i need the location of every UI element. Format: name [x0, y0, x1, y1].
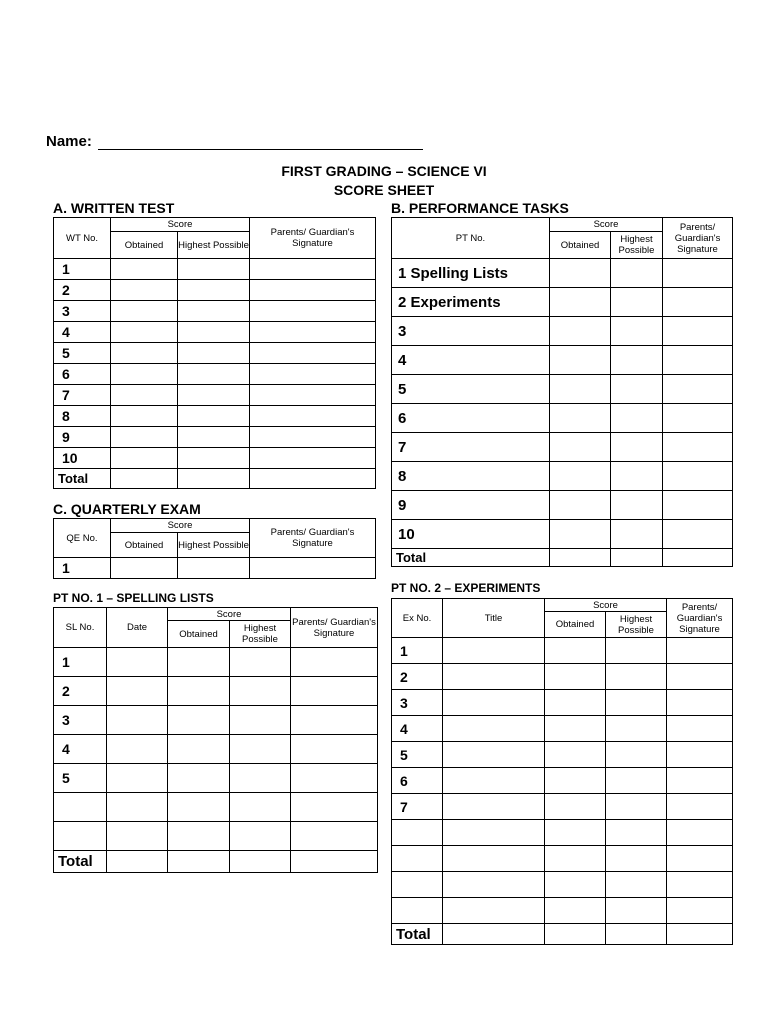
table-row	[54, 259, 376, 280]
entry-cell[interactable]	[178, 259, 250, 280]
col-header-highest: Highest Possible	[230, 621, 291, 648]
table-row	[392, 346, 733, 375]
entry-cell[interactable]	[168, 648, 230, 677]
entry-cell[interactable]	[250, 558, 376, 579]
row-label: 7	[392, 433, 550, 462]
row-label: 2 Experiments	[392, 288, 550, 317]
entry-cell[interactable]	[667, 846, 733, 872]
table-row	[54, 301, 376, 322]
col-header-score: Score	[111, 218, 250, 232]
entry-cell[interactable]	[111, 558, 178, 579]
entry-cell[interactable]	[663, 433, 733, 462]
total-label: Total	[54, 469, 111, 489]
row-label	[392, 846, 443, 872]
entry-cell[interactable]	[250, 343, 376, 364]
entry-cell[interactable]	[107, 793, 168, 822]
col-header-no: PT No.	[392, 218, 550, 259]
table-row	[54, 735, 378, 764]
row-label: 2	[54, 280, 111, 301]
entry-cell[interactable]	[611, 259, 663, 288]
table-row	[392, 288, 733, 317]
total-cell[interactable]	[606, 924, 667, 945]
entry-cell[interactable]	[611, 404, 663, 433]
entry-cell[interactable]	[111, 259, 178, 280]
entry-cell[interactable]	[545, 716, 606, 742]
entry-cell[interactable]	[550, 259, 611, 288]
entry-cell[interactable]	[111, 364, 178, 385]
entry-cell[interactable]	[178, 301, 250, 322]
entry-cell[interactable]	[230, 735, 291, 764]
entry-cell[interactable]	[230, 706, 291, 735]
row-label: 7	[54, 385, 111, 406]
col-header-no: SL No.	[54, 608, 107, 648]
entry-cell[interactable]	[178, 280, 250, 301]
table-row	[392, 768, 733, 794]
spelling-lists-heading: PT NO. 1 – SPELLING LISTS	[53, 591, 214, 605]
table-row	[54, 648, 378, 677]
table-row	[54, 406, 376, 427]
entry-cell[interactable]	[667, 898, 733, 924]
entry-cell[interactable]	[611, 462, 663, 491]
entry-cell[interactable]	[168, 677, 230, 706]
entry-cell[interactable]	[545, 898, 606, 924]
row-label: 1 Spelling Lists	[392, 259, 550, 288]
total-cell[interactable]	[178, 469, 250, 489]
experiments-table	[391, 598, 733, 945]
entry-cell[interactable]	[611, 491, 663, 520]
performance-tasks-body	[392, 259, 733, 549]
entry-cell[interactable]	[230, 764, 291, 793]
entry-cell[interactable]	[667, 872, 733, 898]
entry-cell[interactable]	[443, 638, 545, 664]
entry-cell[interactable]	[663, 288, 733, 317]
entry-cell[interactable]	[111, 406, 178, 427]
table-row	[54, 427, 376, 448]
entry-cell[interactable]	[667, 794, 733, 820]
entry-cell[interactable]	[606, 820, 667, 846]
table-row	[392, 690, 733, 716]
total-cell[interactable]	[611, 549, 663, 567]
entry-cell[interactable]	[443, 846, 545, 872]
entry-cell[interactable]	[550, 317, 611, 346]
row-label: 6	[392, 404, 550, 433]
quarterly-exam-heading: C. QUARTERLY EXAM	[53, 501, 201, 517]
entry-cell[interactable]	[550, 462, 611, 491]
total-cell[interactable]	[230, 851, 291, 873]
entry-cell[interactable]	[611, 317, 663, 346]
table-row	[54, 822, 378, 851]
entry-cell[interactable]	[178, 558, 250, 579]
entry-cell[interactable]	[168, 793, 230, 822]
entry-cell[interactable]	[606, 898, 667, 924]
row-label: 3	[54, 301, 111, 322]
row-label: 4	[392, 716, 443, 742]
row-label: 2	[54, 677, 107, 706]
row-label: 8	[54, 406, 111, 427]
row-label: 5	[54, 343, 111, 364]
entry-cell[interactable]	[111, 322, 178, 343]
total-cell[interactable]	[107, 851, 168, 873]
entry-cell[interactable]	[545, 846, 606, 872]
row-label: 1	[54, 648, 107, 677]
row-label: 6	[54, 364, 111, 385]
row-label: 9	[392, 491, 550, 520]
entry-cell[interactable]	[291, 706, 378, 735]
col-header-signature: Parents/ Guardian's Signature	[663, 218, 733, 259]
entry-cell[interactable]	[230, 793, 291, 822]
table-row	[392, 433, 733, 462]
entry-cell[interactable]	[111, 427, 178, 448]
table-row	[392, 898, 733, 924]
table-row	[392, 520, 733, 549]
table-row	[392, 872, 733, 898]
total-cell[interactable]	[111, 469, 178, 489]
name-label: Name:	[46, 133, 92, 150]
table-row	[392, 491, 733, 520]
col-header-highest: Highest Possible	[611, 232, 663, 259]
entry-cell[interactable]	[663, 259, 733, 288]
entry-cell[interactable]	[443, 820, 545, 846]
entry-cell[interactable]	[250, 448, 376, 469]
col-header-signature: Parents/ Guardian's Signature	[250, 519, 376, 558]
table-row	[54, 558, 376, 579]
entry-cell[interactable]	[291, 677, 378, 706]
entry-cell[interactable]	[178, 343, 250, 364]
entry-cell[interactable]	[107, 735, 168, 764]
table-row	[54, 343, 376, 364]
entry-cell[interactable]	[178, 427, 250, 448]
entry-cell[interactable]	[178, 406, 250, 427]
entry-cell[interactable]	[178, 385, 250, 406]
table-row	[54, 677, 378, 706]
col-header-obtained: Obtained	[111, 232, 178, 259]
entry-cell[interactable]	[550, 288, 611, 317]
table-row	[392, 638, 733, 664]
entry-cell[interactable]	[168, 735, 230, 764]
col-header-no: WT No.	[54, 218, 111, 259]
row-label: 6	[392, 768, 443, 794]
entry-cell[interactable]	[545, 872, 606, 898]
table-row	[392, 664, 733, 690]
entry-cell[interactable]	[250, 322, 376, 343]
entry-cell[interactable]	[443, 716, 545, 742]
col-header-title: Title	[443, 599, 545, 638]
page-title: FIRST GRADING – SCIENCE VI	[281, 163, 487, 179]
table-row	[54, 322, 376, 343]
entry-cell[interactable]	[111, 448, 178, 469]
entry-cell[interactable]	[663, 462, 733, 491]
entry-cell[interactable]	[667, 716, 733, 742]
row-label: 9	[54, 427, 111, 448]
entry-cell[interactable]	[291, 648, 378, 677]
performance-tasks-table	[391, 217, 733, 567]
row-label	[392, 872, 443, 898]
entry-cell[interactable]	[667, 768, 733, 794]
total-cell[interactable]	[250, 469, 376, 489]
entry-cell[interactable]	[667, 742, 733, 768]
entry-cell[interactable]	[250, 280, 376, 301]
entry-cell[interactable]	[178, 448, 250, 469]
entry-cell[interactable]	[606, 768, 667, 794]
entry-cell[interactable]	[291, 764, 378, 793]
col-header-signature: Parents/ Guardian's Signature	[291, 608, 378, 648]
row-label: 3	[392, 690, 443, 716]
col-header-signature: Parents/ Guardian's Signature	[667, 599, 733, 638]
entry-cell[interactable]	[606, 846, 667, 872]
entry-cell[interactable]	[443, 690, 545, 716]
entry-cell[interactable]	[107, 706, 168, 735]
entry-cell[interactable]	[107, 764, 168, 793]
col-header-score: Score	[550, 218, 663, 232]
total-cell[interactable]	[291, 851, 378, 873]
row-label: 5	[392, 375, 550, 404]
entry-cell[interactable]	[545, 768, 606, 794]
entry-cell[interactable]	[111, 301, 178, 322]
col-header-highest: Highest Possible	[606, 612, 667, 638]
entry-cell[interactable]	[443, 664, 545, 690]
experiments-body	[392, 638, 733, 924]
row-label: 2	[392, 664, 443, 690]
col-header-score: Score	[111, 519, 250, 533]
name-field[interactable]	[98, 135, 423, 150]
entry-cell[interactable]	[291, 793, 378, 822]
col-header-highest: Highest Possible	[178, 232, 250, 259]
col-header-signature: Parents/ Guardian's Signature	[250, 218, 376, 259]
entry-cell[interactable]	[545, 664, 606, 690]
entry-cell[interactable]	[107, 822, 168, 851]
table-row	[54, 364, 376, 385]
row-label: 10	[54, 448, 111, 469]
row-label: 4	[54, 322, 111, 343]
entry-cell[interactable]	[178, 364, 250, 385]
entry-cell[interactable]	[667, 690, 733, 716]
entry-cell[interactable]	[250, 259, 376, 280]
entry-cell[interactable]	[606, 716, 667, 742]
total-cell[interactable]	[545, 924, 606, 945]
entry-cell[interactable]	[168, 706, 230, 735]
written-test-heading: A. WRITTEN TEST	[53, 200, 175, 216]
entry-cell[interactable]	[545, 690, 606, 716]
entry-cell[interactable]	[250, 301, 376, 322]
row-label: 1	[54, 259, 111, 280]
table-row	[392, 404, 733, 433]
total-label: Total	[392, 549, 550, 567]
row-label: 4	[392, 346, 550, 375]
entry-cell[interactable]	[606, 664, 667, 690]
spelling-lists-body	[54, 648, 378, 851]
row-label	[392, 898, 443, 924]
entry-cell[interactable]	[250, 406, 376, 427]
entry-cell[interactable]	[606, 872, 667, 898]
col-header-obtained: Obtained	[545, 612, 606, 638]
entry-cell[interactable]	[443, 742, 545, 768]
entry-cell[interactable]	[443, 872, 545, 898]
table-row	[54, 793, 378, 822]
performance-tasks-heading: B. PERFORMANCE TASKS	[391, 200, 569, 216]
entry-cell[interactable]	[663, 317, 733, 346]
entry-cell[interactable]	[663, 404, 733, 433]
table-row	[54, 764, 378, 793]
table-row	[392, 846, 733, 872]
entry-cell[interactable]	[667, 664, 733, 690]
entry-cell[interactable]	[611, 346, 663, 375]
table-row	[392, 317, 733, 346]
entry-cell[interactable]	[606, 794, 667, 820]
table-row	[392, 375, 733, 404]
col-header-highest: Highest Possible	[178, 533, 250, 558]
entry-cell[interactable]	[611, 433, 663, 462]
page-subtitle: SCORE SHEET	[333, 182, 435, 198]
entry-cell[interactable]	[545, 742, 606, 768]
entry-cell[interactable]	[545, 794, 606, 820]
row-label	[54, 793, 107, 822]
col-header-no: QE No.	[54, 519, 111, 558]
row-label: 10	[392, 520, 550, 549]
col-header-no: Ex No.	[392, 599, 443, 638]
total-cell[interactable]	[667, 924, 733, 945]
entry-cell[interactable]	[611, 288, 663, 317]
col-header-obtained: Obtained	[550, 232, 611, 259]
entry-cell[interactable]	[550, 491, 611, 520]
col-header-score: Score	[545, 599, 667, 612]
row-label: 5	[392, 742, 443, 768]
entry-cell[interactable]	[550, 375, 611, 404]
row-label: 1	[392, 638, 443, 664]
entry-cell[interactable]	[606, 742, 667, 768]
total-cell[interactable]	[443, 924, 545, 945]
entry-cell[interactable]	[178, 322, 250, 343]
entry-cell[interactable]	[107, 677, 168, 706]
col-header-score: Score	[168, 608, 291, 621]
entry-cell[interactable]	[443, 898, 545, 924]
entry-cell[interactable]	[443, 794, 545, 820]
entry-cell[interactable]	[550, 404, 611, 433]
entry-cell[interactable]	[111, 343, 178, 364]
entry-cell[interactable]	[550, 346, 611, 375]
row-label: 3	[392, 317, 550, 346]
entry-cell[interactable]	[250, 385, 376, 406]
entry-cell[interactable]	[663, 491, 733, 520]
entry-cell[interactable]	[443, 768, 545, 794]
table-row	[392, 794, 733, 820]
col-header-obtained: Obtained	[111, 533, 178, 558]
entry-cell[interactable]	[230, 677, 291, 706]
spelling-lists-table	[53, 607, 378, 873]
total-cell[interactable]	[663, 549, 733, 567]
entry-cell[interactable]	[606, 690, 667, 716]
row-label: 8	[392, 462, 550, 491]
entry-cell[interactable]	[611, 375, 663, 404]
entry-cell[interactable]	[291, 735, 378, 764]
table-row	[54, 448, 376, 469]
total-cell[interactable]	[168, 851, 230, 873]
entry-cell[interactable]	[111, 280, 178, 301]
entry-cell[interactable]	[250, 427, 376, 448]
entry-cell[interactable]	[606, 638, 667, 664]
total-label: Total	[392, 924, 443, 945]
entry-cell[interactable]	[550, 433, 611, 462]
entry-cell[interactable]	[230, 822, 291, 851]
entry-cell[interactable]	[663, 520, 733, 549]
entry-cell[interactable]	[545, 820, 606, 846]
row-label: 5	[54, 764, 107, 793]
entry-cell[interactable]	[250, 364, 376, 385]
table-row	[392, 820, 733, 846]
entry-cell[interactable]	[107, 648, 168, 677]
written-test-body	[54, 259, 376, 469]
entry-cell[interactable]	[667, 820, 733, 846]
row-label	[54, 822, 107, 851]
entry-cell[interactable]	[667, 638, 733, 664]
row-label: 3	[54, 706, 107, 735]
total-cell[interactable]	[550, 549, 611, 567]
experiments-heading: PT NO. 2 – EXPERIMENTS	[391, 581, 541, 595]
table-row	[392, 716, 733, 742]
col-header-obtained: Obtained	[168, 621, 230, 648]
table-row	[54, 385, 376, 406]
entry-cell[interactable]	[168, 764, 230, 793]
table-row	[54, 280, 376, 301]
quarterly-exam-table	[53, 518, 376, 579]
table-row	[54, 706, 378, 735]
written-test-table	[53, 217, 376, 489]
row-label: 7	[392, 794, 443, 820]
entry-cell[interactable]	[291, 822, 378, 851]
entry-cell[interactable]	[230, 648, 291, 677]
name-row	[46, 133, 423, 150]
entry-cell[interactable]	[663, 346, 733, 375]
entry-cell[interactable]	[545, 638, 606, 664]
total-label: Total	[54, 851, 107, 873]
entry-cell[interactable]	[168, 822, 230, 851]
entry-cell[interactable]	[611, 520, 663, 549]
col-header-date: Date	[107, 608, 168, 648]
entry-cell[interactable]	[111, 385, 178, 406]
row-label: 4	[54, 735, 107, 764]
table-row	[392, 742, 733, 768]
quarterly-exam-body	[54, 558, 376, 579]
entry-cell[interactable]	[550, 520, 611, 549]
row-label: 1	[54, 558, 111, 579]
row-label	[392, 820, 443, 846]
table-row	[392, 259, 733, 288]
entry-cell[interactable]	[663, 375, 733, 404]
table-row	[392, 462, 733, 491]
